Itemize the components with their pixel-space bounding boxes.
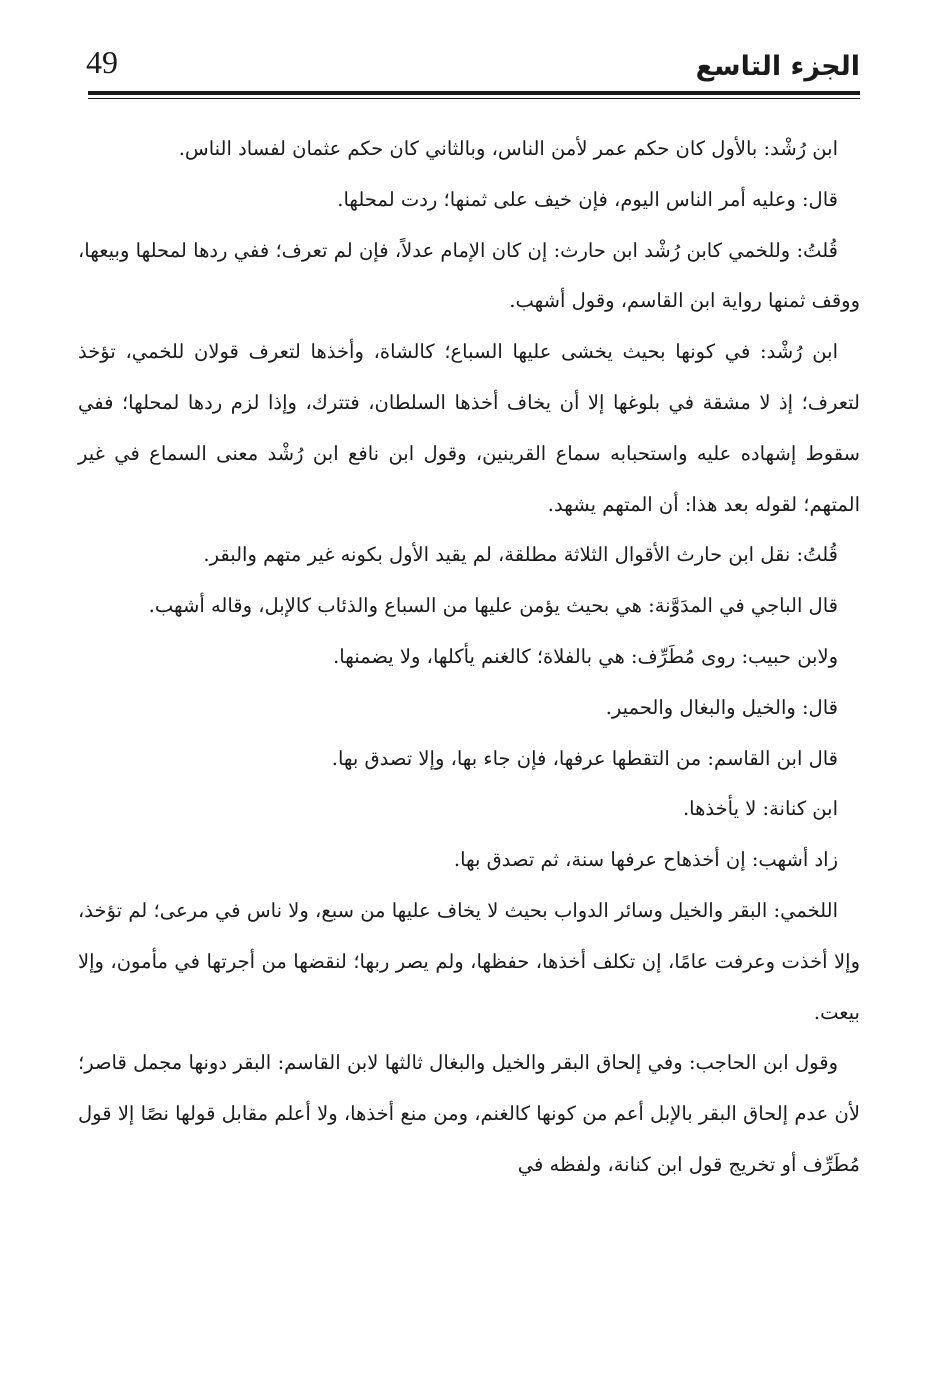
paragraph: قال: وعليه أمر الناس اليوم، فإن خيف على ثمنها؛ ردت لمحلها.: [337, 187, 838, 211]
paragraph: قُلتُ: نقل ابن حارث الأقوال الثلاثة مطلقة، لم يقيد الأول بكونه غير متهم والبقر.: [203, 543, 838, 567]
paragraph: قال الباجي في المدَوَّنة: هي بحيث يؤمن عليها من السباع والذئاب كالإبل، وقاله أشهب.: [148, 594, 838, 618]
running-title: الجزء التاسع: [695, 51, 860, 82]
paragraph: ابن رُشْد: بالأول كان حكم عمر لأمن الناس، وبالثاني كان حكم عثمان لفساد الناس.: [178, 137, 838, 160]
paragraph: قُلتُ: وللخمي كابن رُشْد ابن حارث: إن كان الإمام عدلاً، فإن لم تعرف؛ ففي ردها لمحلها وبيعها، ووقف ثمنها رواية ابن القاسم، وقول أشهب.: [78, 238, 860, 313]
paragraph: وقول ابن الحاجب: وفي إلحاق البقر والخيل والبغال ثالثها لابن القاسم: البقر دونها مجمل قاصر؛ لأن عدم إلحاق البقر بالإبل أعم من كونها كالغنم، ومن منع أخذها، ولا أعلم مقابل قولها نصًا إلا قول مُطَرِّف أو تخريج قول ابن كنانة، ولفظه في: [78, 1051, 860, 1176]
paragraph: قال: والخيل والبغال والحمير.: [605, 695, 838, 719]
header-rule-thin: [88, 98, 860, 99]
page-number: 49: [86, 44, 118, 80]
page-header: [78, 40, 860, 96]
header-rule-thick: [88, 91, 860, 95]
page-body: [78, 124, 860, 1191]
paragraph: ابن رُشْد: في كونها بحيث يخشى عليها السباع؛ كالشاة، وأخذها لتعرف قولان للخمي، تؤخذ لتعرف؛ إذ لا مشقة في بلوغها إلا أن يخاف أخذها السلطان، فتترك، وإذا لزم ردها لمحلها؛ ففي سقوط إشهاده عليه واستحبابه سماع القرينين، وقول ابن نافع ابن رُشْد معنى السماع في غير المتهم؛ لقوله بعد هذا: أن المتهم يشهد.: [78, 340, 860, 516]
paragraph: زاد أشهب: إن أخذهاح عرفها سنة، ثم تصدق بها.: [453, 848, 838, 872]
book-page: [78, 40, 860, 1370]
paragraph: اللخمي: البقر والخيل وسائر الدواب بحيث لا يخاف عليها من سبع، ولا ناس في مرعى؛ لم تؤخذ، وإلا أخذت وعرفت عامًا، إن تكلف أخذها، حفظها، ولم يصر ربها؛ لنقضها من أجرتها في مأمون، وإلا بيعت.: [78, 898, 860, 1024]
paragraph: ابن كنانة: لا يأخذها.: [682, 797, 838, 821]
paragraph: قال ابن القاسم: من التقطها عرفها، فإن جاء بها، وإلا تصدق بها.: [331, 746, 838, 770]
paragraph: ولابن حبيب: روى مُطَرِّف: هي بالفلاة؛ كالغنم يأكلها، ولا يضمنها.: [333, 644, 838, 668]
